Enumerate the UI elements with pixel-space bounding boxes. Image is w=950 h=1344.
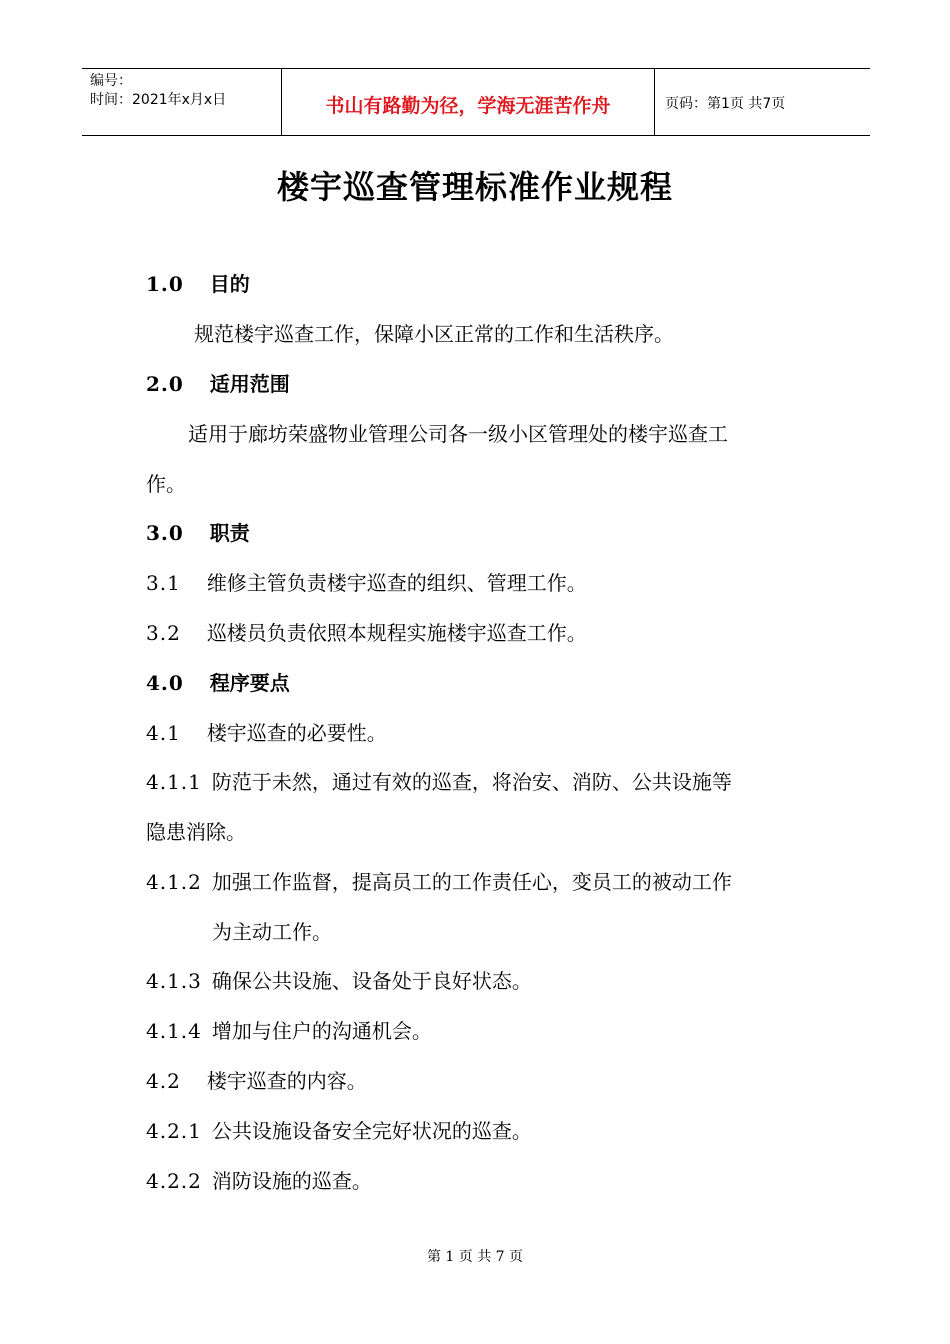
item-number: 4.2 [146,1069,181,1093]
item-number: 4.1.3 [146,969,202,993]
section-number: 2.0 [146,372,184,396]
item-text: 楼宇巡查的必要性。 [206,721,387,745]
item-number: 4.1 [146,721,181,745]
section-number: 4.0 [146,671,184,695]
section-title: 程序要点 [209,671,290,695]
list-item [146,1119,532,1143]
item-text: 确保公共设施、设备处于良好状态。 [211,969,532,993]
header-page-info: 页码：第1页 共7页 [665,96,786,112]
paragraph-continued: 作。 [146,472,186,496]
item-number: 3.2 [146,621,181,645]
item-number: 4.1.2 [146,870,202,894]
header-motto: 书山有路勤为径，学海无涯苦作舟 [282,69,655,135]
item-number: 4.2.1 [146,1119,202,1143]
item-text-continued: 隐患消除。 [146,820,246,844]
item-number: 4.1.1 [146,770,202,794]
list-item [146,571,587,595]
item-text: 维修主管负责楼宇巡查的组织、管理工作。 [206,571,587,595]
list-item [146,721,387,745]
section-title: 适用范围 [209,372,290,396]
item-text-continued: 为主动工作。 [212,920,332,944]
date-label: 时间：2021年x月x日 [90,92,227,108]
item-text: 加强工作监督，提高员工的工作责任心，变员工的被动工作 [211,870,732,894]
section-number: 3.0 [146,521,184,545]
list-item [146,1169,372,1193]
list-item [146,1069,367,1093]
list-item [146,969,532,993]
section-heading-3 [146,521,250,545]
list-item [146,621,587,645]
section-title: 职责 [209,521,250,545]
list-item [146,870,732,894]
item-text: 增加与住户的沟通机会。 [211,1019,432,1043]
page-footer: 第 1 页 共 7 页 [426,1249,524,1265]
section-heading-1 [146,272,250,296]
section-heading-4 [146,671,290,695]
section-number: 1.0 [146,272,184,296]
document-header [82,68,870,136]
item-number: 4.2.2 [146,1169,202,1193]
paragraph: 适用于廊坊荣盛物业管理公司各一级小区管理处的楼宇巡查工 [188,422,728,446]
item-text: 公共设施设备安全完好状况的巡查。 [211,1119,532,1143]
paragraph: 规范楼宇巡查工作，保障小区正常的工作和生活秩序。 [194,322,674,346]
list-item [146,770,732,794]
item-number: 3.1 [146,571,181,595]
section-title: 目的 [209,272,250,296]
list-item [146,1019,432,1043]
item-text: 防范于未然，通过有效的巡查，将治安、消防、公共设施等 [211,770,732,794]
item-text: 消防设施的巡查。 [211,1169,372,1193]
code-label: 编号： [90,73,132,89]
header-meta-cell [82,69,282,135]
item-text: 楼宇巡查的内容。 [206,1069,367,1093]
document-title: 楼宇巡查管理标准作业规程 [276,168,673,206]
section-heading-2 [146,372,290,396]
item-text: 巡楼员负责依照本规程实施楼宇巡查工作。 [206,621,587,645]
item-number: 4.1.4 [146,1019,202,1043]
